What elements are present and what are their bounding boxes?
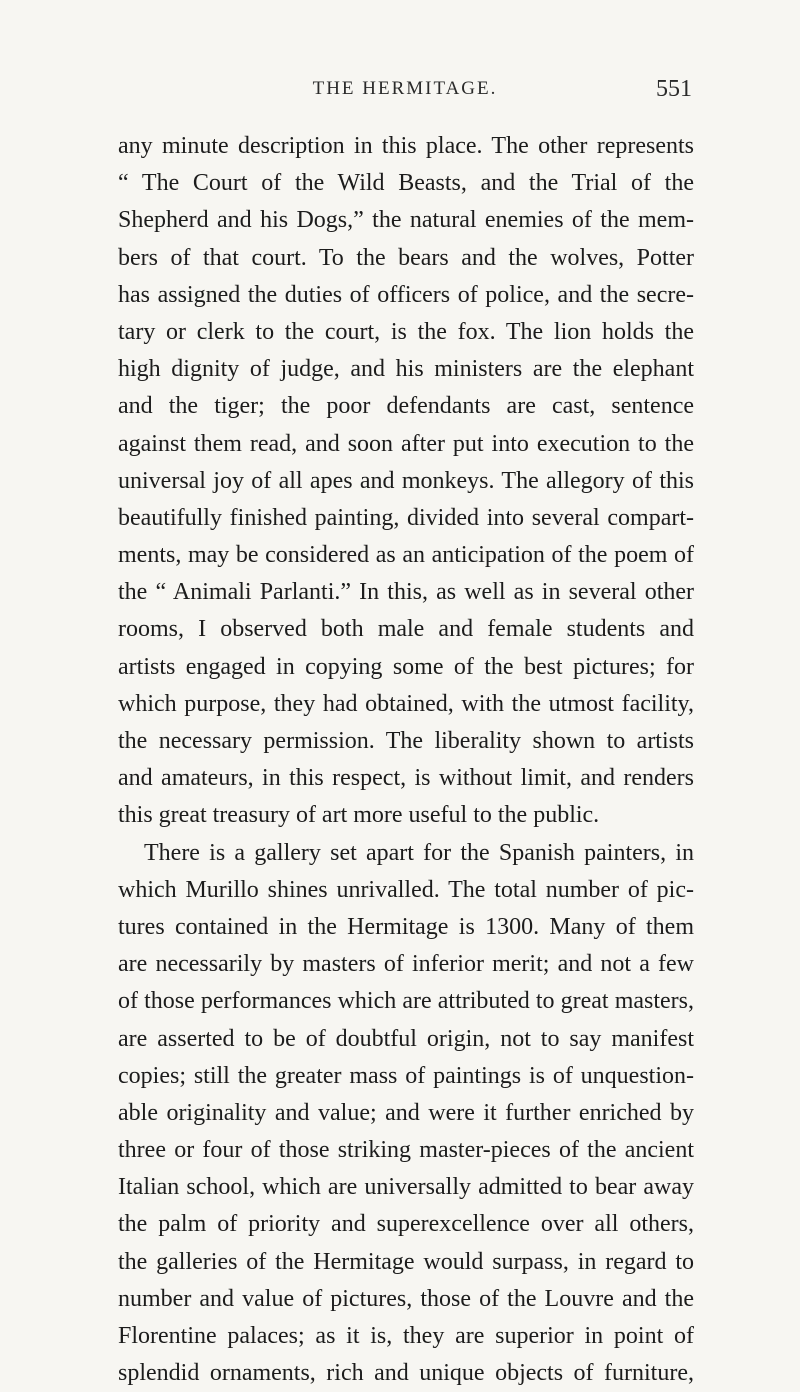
- text-line: has assigned the duties of officers of police, and the secre-: [118, 281, 694, 308]
- text-line: of those performances which are attributed to great masters,: [118, 988, 694, 1015]
- running-title: THE HERMITAGE.: [312, 78, 498, 99]
- body-text: [118, 128, 694, 1392]
- text-line: number and value of pictures, those of the Louvre and the: [118, 1285, 694, 1312]
- text-line: the palm of priority and superexcellence over all others,: [118, 1211, 694, 1238]
- running-head: [118, 74, 692, 104]
- text-line: splendid ornaments, rich and unique objects of furniture,: [118, 1360, 694, 1387]
- text-line: artists engaged in copying some of the best pictures; for: [118, 653, 694, 680]
- text-line: bers of that court. To the bears and the wolves, Potter: [118, 244, 694, 271]
- text-line: are necessarily by masters of inferior merit; and not a few: [118, 951, 694, 978]
- text-line: Shepherd and his Dogs,” the natural enemies of the mem-: [118, 207, 694, 234]
- text-line: the “ Animali Parlanti.” In this, as well as in several other: [118, 579, 694, 606]
- text-line: able originality and value; and were it further enriched by: [118, 1099, 694, 1126]
- page-number: 551: [656, 76, 692, 102]
- text-line: any minute description in this place. The other represents: [118, 133, 694, 159]
- text-line: are asserted to be of doubtful origin, not to say manifest: [118, 1025, 694, 1052]
- text-line: ments, may be considered as an anticipation of the poem of: [118, 542, 694, 569]
- text-line: universal joy of all apes and monkeys. The allegory of this: [118, 467, 694, 494]
- text-line: three or four of those striking master-pieces of the ancient: [118, 1137, 694, 1164]
- text-line: Florentine palaces; as it is, they are superior in point of: [118, 1323, 694, 1349]
- paragraph-start-line: There is a gallery set apart for the Spanish painters, in: [144, 839, 694, 866]
- text-line: Italian school, which are universally admitted to bear away: [118, 1174, 694, 1201]
- text-line: and amateurs, in this respect, is without limit, and renders: [118, 765, 694, 792]
- text-line: “ The Court of the Wild Beasts, and the Trial of the: [118, 170, 694, 197]
- text-line: against them read, and soon after put into execution to the: [118, 430, 694, 457]
- text-line: tures contained in the Hermitage is 1300. Many of them: [118, 913, 694, 940]
- paragraph-end-line: this great treasury of art more useful to the public.: [118, 802, 600, 829]
- text-line: rooms, I observed both male and female students and: [118, 616, 694, 643]
- text-line: high dignity of judge, and his ministers are the elephant: [118, 356, 694, 383]
- text-line: beautifully finished painting, divided into several compart-: [118, 504, 694, 531]
- text-line: which Murillo shines unrivalled. The total number of pic-: [118, 876, 694, 903]
- text-line: the necessary permission. The liberality shown to artists: [118, 728, 694, 754]
- text-line: tary or clerk to the court, is the fox. The lion holds the: [118, 318, 694, 345]
- text-line: the galleries of the Hermitage would surpass, in regard to: [118, 1248, 694, 1275]
- text-line: and the tiger; the poor defendants are cast, sentence: [118, 393, 694, 420]
- text-line: which purpose, they had obtained, with the utmost facility,: [118, 690, 694, 717]
- text-line: copies; still the greater mass of paintings is of unquestion-: [118, 1062, 694, 1089]
